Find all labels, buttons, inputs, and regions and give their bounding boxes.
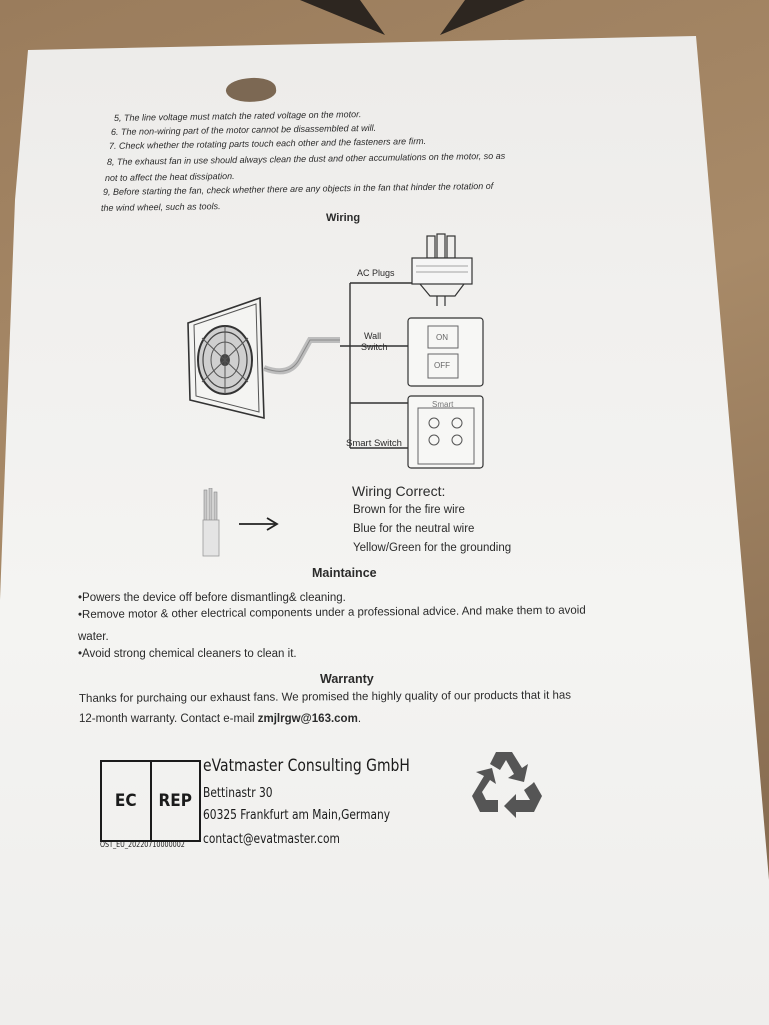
wall-switch-panel: [408, 318, 483, 386]
wiring-correct-line: Blue for the neutral wire: [353, 523, 475, 535]
wiring-correct-heading: Wiring Correct:: [352, 483, 446, 499]
company-name: eVatmaster Consulting GmbH: [203, 756, 410, 776]
wiring-heading: Wiring: [326, 212, 361, 224]
smart-panel-label: Smart: [432, 400, 454, 409]
off-label: OFF: [434, 361, 450, 370]
warranty-suffix: .: [357, 713, 362, 725]
company-city: 60325 Frankfurt am Main,Germany: [203, 808, 391, 823]
maintenance-heading: Maintaince: [312, 566, 377, 580]
warranty-heading: Warranty: [320, 672, 374, 686]
wall-switch-label: Switch: [361, 342, 388, 352]
warranty-line-2: [79, 712, 361, 726]
instruction-line: 8, The exhaust fan in use should always clean the dust and other accumulations on the motor, so as: [106, 150, 506, 167]
warranty-text: 12-month warranty. Contact e-mail: [79, 713, 258, 725]
warranty-email: zmjlrgw@163.com: [257, 713, 358, 725]
recycle-icon: [466, 746, 550, 826]
ac-plug-icon: [412, 234, 472, 306]
warranty-line: Thanks for purchaing our exhaust fans. We promised the highly quality of our products that it has: [78, 689, 572, 705]
fan-illustration: [188, 298, 264, 418]
instruction-line: 7. Check whether the rotating parts touch each other and the fasteners are firm.: [108, 136, 427, 151]
box-print-mark: [290, 0, 530, 40]
company-email: contact@evatmaster.com: [203, 832, 340, 847]
instruction-line: 9, Before starting the fan, check whether there are any objects in the fan that hinder the rotation of: [102, 180, 494, 197]
instruction-line: not to affect the heat dissipation.: [104, 170, 235, 183]
smart-switch-label: Smart Switch: [346, 438, 402, 449]
wiring-correct-line: Brown for the fire wire: [353, 504, 465, 516]
rep-label: REP: [150, 762, 200, 840]
ec-rep-logo: [100, 760, 201, 842]
ac-plugs-label: AC Plugs: [357, 268, 395, 278]
wall-switch-label: Wall: [364, 331, 382, 341]
ec-label: EC: [114, 791, 137, 811]
instruction-line: the wind wheel, such as tools.: [100, 201, 221, 213]
ec-rep-code: OST_EU_20220710000002: [100, 840, 185, 849]
wiring-correct-line: Yellow/Green for the grounding: [353, 542, 512, 554]
maintenance-item: water.: [78, 631, 109, 643]
maintenance-item: •Remove motor & other electrical components under a professional advice. And make them to avoid: [77, 604, 586, 621]
instruction-line: 6. The non-wiring part of the motor cannot be disassembled at will.: [110, 122, 377, 137]
company-street: Bettinastr 30: [203, 786, 273, 801]
wire-illustration: [195, 488, 285, 560]
maintenance-item: •Powers the device off before dismantling& cleaning.: [78, 592, 346, 604]
on-label: ON: [436, 333, 448, 342]
wiring-diagram: [180, 228, 500, 488]
instruction-line: 5, The line voltage must match the rated voltage on the motor.: [113, 109, 362, 123]
maintenance-item: •Avoid strong chemical cleaners to clean it.: [78, 648, 297, 660]
